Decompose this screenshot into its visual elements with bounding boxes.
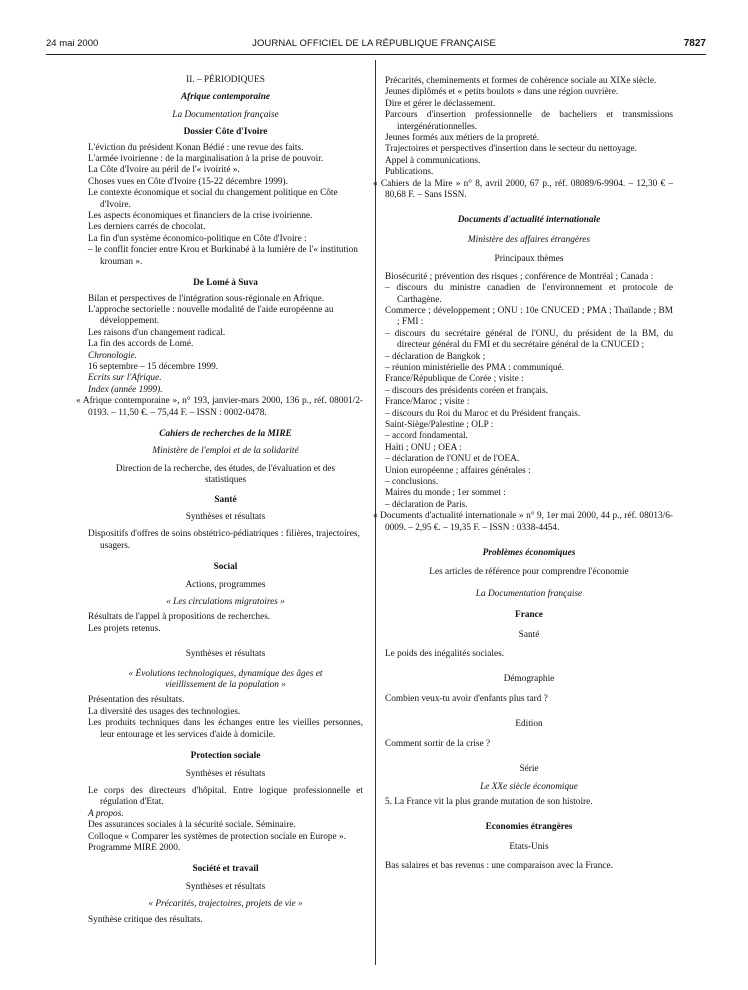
lome-list [88, 294, 363, 397]
social-subtitle: Actions, programmes [185, 579, 266, 590]
continuation-list [385, 76, 673, 179]
doc-title: Documents d'actualité internationale [457, 215, 601, 226]
entry-item: – accord fondamental. [385, 431, 468, 442]
demographie-text: Combien veux-tu avoir d'enfants plus tard ? [385, 693, 548, 704]
list-item: L'armée ivoirienne : de la marginalisation à la prise de pouvoir. [88, 154, 324, 165]
list-item: Programme MIRE 2000. [88, 842, 181, 853]
list-item: Présentation des résultats. [88, 695, 185, 706]
serie-subtitle: Le XXe siècle économique [480, 781, 578, 792]
edition-title: Edition [515, 719, 543, 730]
afrique-reference: « Afrique contemporaine », n° 193, janvier-mars 2000, 136 p., réf. 08001/2-0193. – 11,50 €. – 75,44 F. – ISSN : 0002-0478. [76, 396, 363, 418]
index-title: Index (année 1999). [88, 384, 163, 395]
entry-item: – réunion ministérielle des PMA : communiqué. [385, 362, 564, 373]
list-item: Bilan et perspectives de l'intégration sous-régionale en Afrique. [88, 293, 325, 304]
page-number: 7827 [683, 38, 706, 49]
entry-item: – conclusions. [385, 477, 439, 487]
economies-title: Economies étrangères [485, 822, 573, 833]
header-date: 24 mai 2000 [46, 38, 99, 49]
edition-text: Comment sortir de la crise ? [385, 738, 491, 749]
societe-subtitle: Synthèses et résultats [185, 881, 266, 892]
demographie-title: Démographie [503, 674, 555, 685]
sante-text: Dispositifs d'offres de soins obstétrico-pédiatriques : filières, trajectoires, usagers. [88, 529, 360, 551]
serie-title: Série [519, 764, 539, 775]
list-item: L'éviction du président Konan Bédié : une revue des faits. [88, 142, 304, 153]
entry-head: Maires du monde ; 1er sommet : [385, 488, 506, 499]
ecrits-title: Ecrits sur l'Afrique. [88, 373, 162, 384]
afrique-publisher: La Documentation française [172, 109, 279, 120]
list-item: Colloque « Comparer les systèmes de protection sociale en Europe ». [88, 831, 346, 842]
entry-head: Haïti ; ONU ; OEA : [385, 442, 462, 453]
list-item: La Côte d'Ivoire au péril de l'« ivoirité ». [88, 165, 240, 176]
circulations-list [88, 612, 363, 635]
protection-subtitle: Synthèses et résultats [185, 768, 266, 779]
entry-item: – discours du secrétaire général de l'ONU, du président de la BM, du directeur général du FMI et du secrétaire général de la CNUCED ; [385, 328, 673, 351]
doc-themes: Principaux thèmes [494, 254, 564, 265]
economies-subtitle: Etats-Unis [509, 841, 549, 852]
precarites-title: « Précarités, trajectoires, projets de vie » [148, 899, 303, 910]
sante-title: Santé [214, 494, 237, 505]
left-column [76, 75, 363, 926]
list-item: Jeunes formés aux métiers de la propreté. [385, 133, 540, 144]
list-item: Dire et gérer le déclassement. [385, 98, 496, 109]
chronology-dates: 16 septembre – 15 décembre 1999. [88, 361, 219, 372]
afrique-title: Afrique contemporaine [180, 92, 271, 103]
list-item: La fin des accords de Lomé. [88, 339, 194, 350]
entry-head: France/République de Corée ; visite : [385, 374, 524, 385]
evolutions-title: « Évolutions technologiques, dynamique des âges et vieillissement de la population » [128, 668, 323, 691]
sante-subtitle: Synthèses et résultats [185, 512, 266, 522]
lome-title: De Lomé à Suva [193, 278, 258, 289]
journal-title: JOURNAL OFFICIEL DE LA RÉPUBLIQUE FRANÇAISE [252, 38, 496, 49]
dossier-list [88, 143, 363, 268]
entry-head: Biosécurité ; prévention des risques ; conférence de Montréal ; Canada : [385, 271, 654, 282]
list-item: Jeunes diplômés et « petits boulots » dans une région ouvrière. [385, 87, 619, 98]
list-item: Précarités, cheminements et formes de cohérence sociale au XIXe siècle. [385, 76, 657, 86]
list-item: – le conflit foncier entre Krou et Burkinabé à la lumière de l'« institution krouman ». [88, 245, 358, 267]
entry-head: France/Maroc ; visite : [385, 397, 470, 408]
doc-ministry: Ministère des affaires étrangères [467, 234, 591, 245]
list-item: Des assurances sociales à la sécurité sociale. Séminaire. [88, 820, 296, 831]
doc-entries [385, 272, 673, 512]
list-item: Les derniers carrés de chocolat. [88, 222, 206, 233]
entry-item: – déclaration de Bangkok ; [385, 351, 486, 362]
prob-subtitle: Les articles de référence pour comprendre l'économie [429, 567, 629, 578]
france-title: France [515, 610, 543, 621]
precarites-text: Synthèse critique des résultats. [88, 914, 203, 925]
list-item: Appel à communications. [385, 155, 481, 166]
list-item: Les raisons d'un changement radical. [88, 327, 226, 338]
mire-direction: Direction de la recherche, des études, de l'évaluation et des statistiques [115, 463, 336, 486]
list-item: Trajectoires et perspectives d'insertion dans le secteur du nettoyage. [385, 144, 638, 155]
protection-title: Protection sociale [190, 751, 261, 762]
list-item: Le contexte économique et social du changement politique en Côte d'Ivoire. [88, 188, 338, 210]
sante-text-right: Le poids des inégalités sociales. [385, 649, 505, 660]
mire-ministry: Ministère de l'emploi et de la solidarité [152, 446, 299, 457]
list-item: La diversité des usages des technologies. [88, 706, 241, 717]
list-item: L'approche sectorielle : nouvelle modalité de l'aide européenne au développement. [88, 304, 334, 327]
list-item: La fin d'un système économico-politique en Côte d'Ivoire : [88, 233, 307, 244]
entry-head: Saint-Siège/Palestine ; OLP : [385, 419, 494, 430]
entry-item: – discours des présidents coréen et français. [385, 385, 548, 396]
chronology-title: Chronologie. [88, 350, 137, 361]
list-item: Les aspects économiques et financiers de la crise ivoirienne. [88, 211, 313, 222]
dossier-title: Dossier Côte d'Ivoire [183, 127, 268, 138]
economies-text: Bas salaires et bas revenus : une comparaison avec la France. [385, 861, 613, 872]
apropos-title: A propos. [88, 808, 124, 819]
entry-item: – déclaration de l'ONU et de l'OEA. [385, 454, 520, 465]
circulations-title: « Les circulations migratoires » [166, 597, 285, 608]
list-item: Publications. [385, 167, 434, 178]
mire-title: Cahiers de recherches de la MIRE [159, 428, 292, 439]
list-item: Les produits techniques dans les échanges entre les vieilles personnes, leur entourage et les services d'aide à domicile. [88, 718, 363, 740]
list-item: Résultats de l'appel à propositions de recherches. [88, 612, 271, 623]
social-subtitle-2: Synthèses et résultats [185, 649, 266, 660]
section-heading: II. – PÉRIODIQUES [186, 75, 265, 85]
list-item: Choses vues en Côte d'Ivoire (15-22 décembre 1999). [88, 176, 288, 187]
sante-title-right: Santé [518, 629, 540, 640]
entry-head: Union européenne ; affaires générales : [385, 465, 531, 476]
list-item: Parcours d'insertion professionnelle de bacheliers et transmissions intergénérationnelles. [385, 110, 673, 132]
prob-title: Problèmes économiques [482, 548, 576, 559]
mire-reference: « Cahiers de la Mire » n° 8, avril 2000, 67 p., réf. 08089/6-9904. – 12,30 € – 80,68 F. – Sans ISSN. [373, 178, 673, 201]
prob-publisher: La Documentation française [475, 588, 583, 599]
entry-item: – déclaration de Paris. [385, 499, 468, 510]
serie-text: 5. La France vit la plus grande mutation de son histoire. [385, 796, 593, 807]
right-column [373, 76, 673, 873]
list-item: Les projets retenus. [88, 623, 161, 634]
entry-item: – discours du Roi du Maroc et du Président français. [385, 408, 581, 419]
protection-text: Le corps des directeurs d'hôpital. Entre logique professionnelle et régulation d'Etat. [88, 785, 363, 808]
doc-reference: « Documents d'actualité internationale » n° 9, 1er mai 2000, 44 p., réf. 08013/6-0009. – 2,95 €. – 19,35 F. – ISSN : 0338-4454. [373, 511, 673, 533]
evolutions-list [88, 695, 363, 741]
entry-item: – discours du ministre canadien de l'environnement et protocole de Carthagène. [385, 283, 673, 305]
societe-title: Société et travail [192, 864, 259, 875]
header-rule [46, 54, 706, 55]
entry-head: Commerce ; développement ; ONU : 10e CNUCED ; PMA ; Thaïlande ; BM ; FMI : [385, 305, 673, 328]
social-title: Social [213, 562, 238, 573]
